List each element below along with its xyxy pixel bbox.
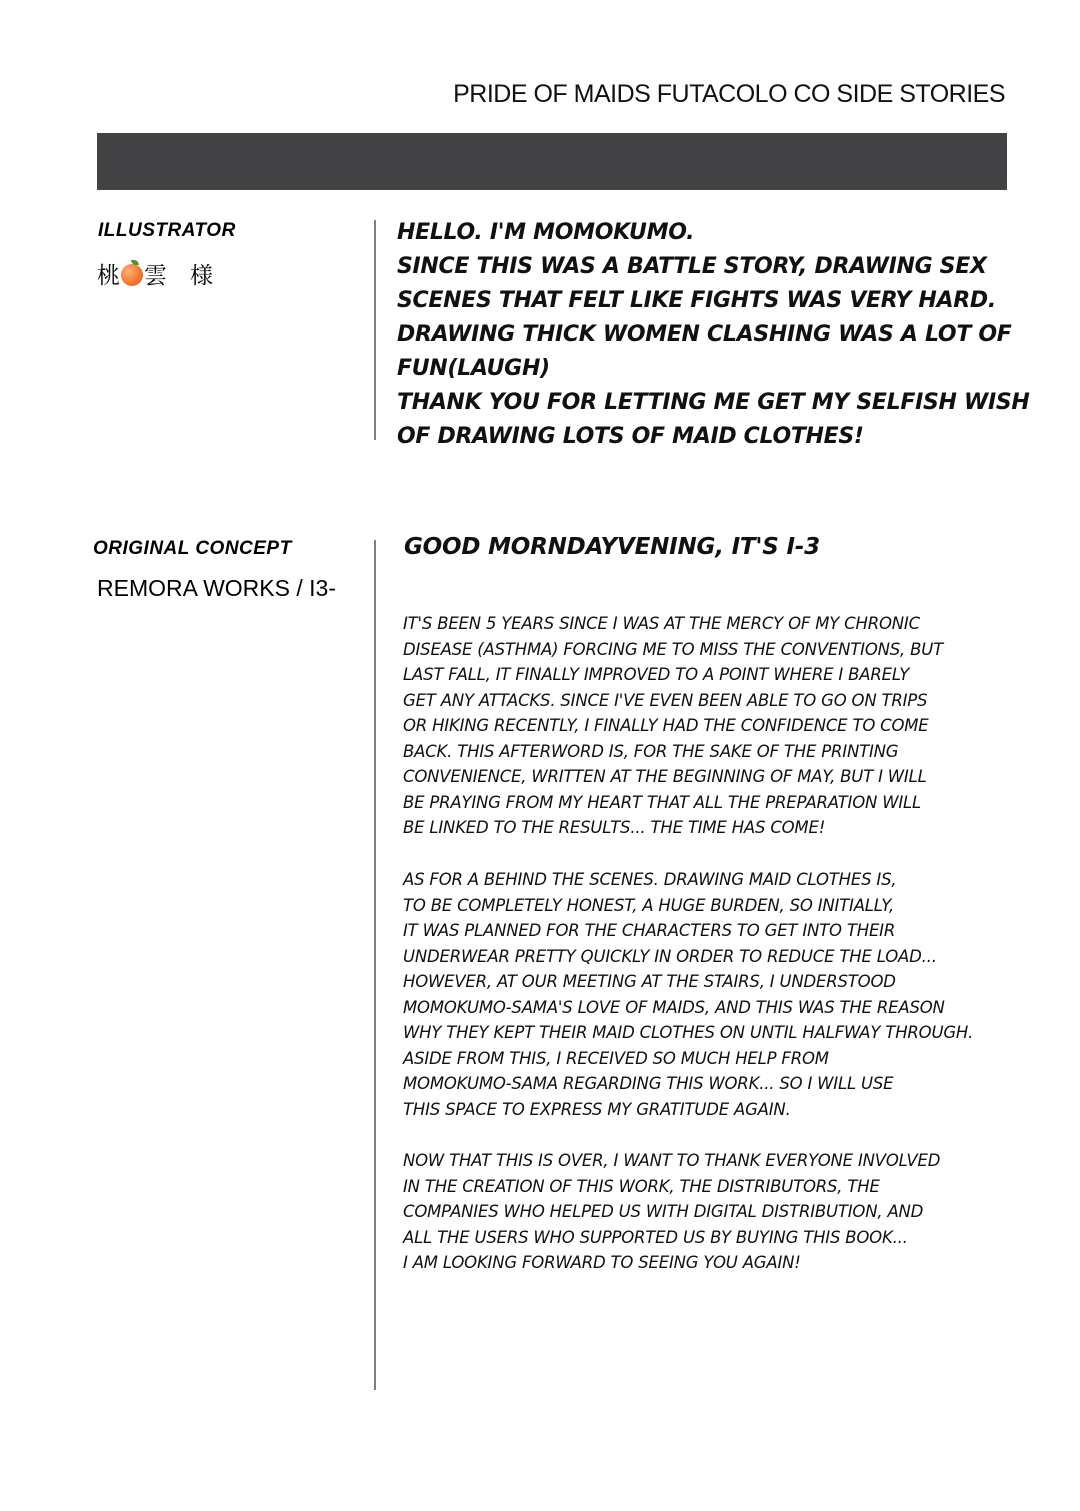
paragraph-1 [403,611,1033,841]
paragraph-line: IT WAS PLANNED FOR THE CHARACTERS TO GET INTO THEIR [403,921,896,940]
original-concept-label: ORIGINAL CONCEPT [93,538,292,559]
message-line: SINCE THIS WAS A BATTLE STORY, DRAWING SEX [397,254,987,279]
paragraph-3 [403,1148,1033,1276]
paragraph-line: I AM LOOKING FORWARD TO SEEING YOU AGAIN! [403,1253,801,1272]
header-banner [97,133,1007,190]
original-concept-name: REMORA WORKS / I3- [97,575,336,601]
paragraph-line: CONVENIENCE, WRITTEN AT THE BEGINNING OF MAY, BUT I WILL [403,767,927,786]
message-line: HELLO. I'M MOMOKUMO. [397,220,695,245]
message-line: DRAWING THICK WOMEN CLASHING WAS A LOT OF [397,322,1012,347]
paragraph-2 [403,867,1033,1122]
paragraph-line: NOW THAT THIS IS OVER, I WANT TO THANK EVERYONE INVOLVED [403,1151,941,1170]
message-line: FUN(LAUGH) [397,356,550,381]
illustrator-label: ILLUSTRATOR [98,220,236,241]
illustrator-divider [374,220,376,440]
paragraph-line: IT'S BEEN 5 YEARS SINCE I WAS AT THE MERCY OF MY CHRONIC [403,614,920,633]
paragraph-line: GET ANY ATTACKS. SINCE I'VE EVEN BEEN ABLE TO GO ON TRIPS [403,690,928,710]
illustrator-message [397,216,1037,454]
original-concept-divider [374,540,376,1390]
paragraph-line: COMPANIES WHO HELPED US WITH DIGITAL DISTRIBUTION, AND [403,1202,924,1221]
paragraph-line: ALL THE USERS WHO SUPPORTED US BY BUYING THIS BOOK... [403,1227,908,1247]
message-line: THANK YOU FOR LETTING ME GET MY SELFISH WISH [397,390,1030,415]
illustrator-name [97,257,213,290]
paragraph-line: BE LINKED TO THE RESULTS... THE TIME HAS COME! [403,818,826,837]
paragraph-line: LAST FALL, IT FINALLY IMPROVED TO A POINT WHERE I BARELY [403,665,910,684]
peach-icon [121,264,143,286]
paragraph-line: TO BE COMPLETELY HONEST, A HUGE BURDEN, SO INITIALLY, [403,895,895,915]
paragraph-line: BE PRAYING FROM MY HEART THAT ALL THE PREPARATION WILL [403,792,921,812]
paragraph-line: IN THE CREATION OF THIS WORK, THE DISTRIBUTORS, THE [403,1176,880,1196]
illustrator-name-part1: 桃 [97,262,120,288]
paragraph-line: MOMOKUMO-SAMA'S LOVE OF MAIDS, AND THIS WAS THE REASON [403,997,945,1017]
paragraph-line: THIS SPACE TO EXPRESS MY GRATITUDE AGAIN. [403,1099,791,1119]
paragraph-line: AS FOR A BEHIND THE SCENES. DRAWING MAID CLOTHES IS, [403,870,897,889]
paragraph-line: MOMOKUMO-SAMA REGARDING THIS WORK... SO I WILL USE [403,1074,894,1093]
paragraph-line: BACK. THIS AFTERWORD IS, FOR THE SAKE OF THE PRINTING [403,741,899,761]
message-line: OF DRAWING LOTS OF MAID CLOTHES! [397,424,864,449]
original-concept-greeting: GOOD MORNDAYVENING, IT'S I-3 [404,534,820,560]
paragraph-line: DISEASE (ASTHMA) FORCING ME TO MISS THE CONVENTIONS, BUT [403,639,943,659]
paragraph-line: UNDERWEAR PRETTY QUICKLY IN ORDER TO REDUCE THE LOAD... [403,946,937,966]
message-line: SCENES THAT FELT LIKE FIGHTS WAS VERY HARD. [397,288,996,313]
paragraph-line: ASIDE FROM THIS, I RECEIVED SO MUCH HELP FROM [403,1048,829,1068]
paragraph-line: HOWEVER, AT OUR MEETING AT THE STAIRS, I UNDERSTOOD [403,972,896,991]
paragraph-line: WHY THEY KEPT THEIR MAID CLOTHES ON UNTIL HALFWAY THROUGH. [403,1023,974,1042]
page-title: PRIDE OF MAIDS FUTACOLO CO SIDE STORIES [453,80,1005,108]
paragraph-line: OR HIKING RECENTLY, I FINALLY HAD THE CONFIDENCE TO COME [403,716,929,735]
illustrator-name-part2: 雲 様 [144,262,213,288]
